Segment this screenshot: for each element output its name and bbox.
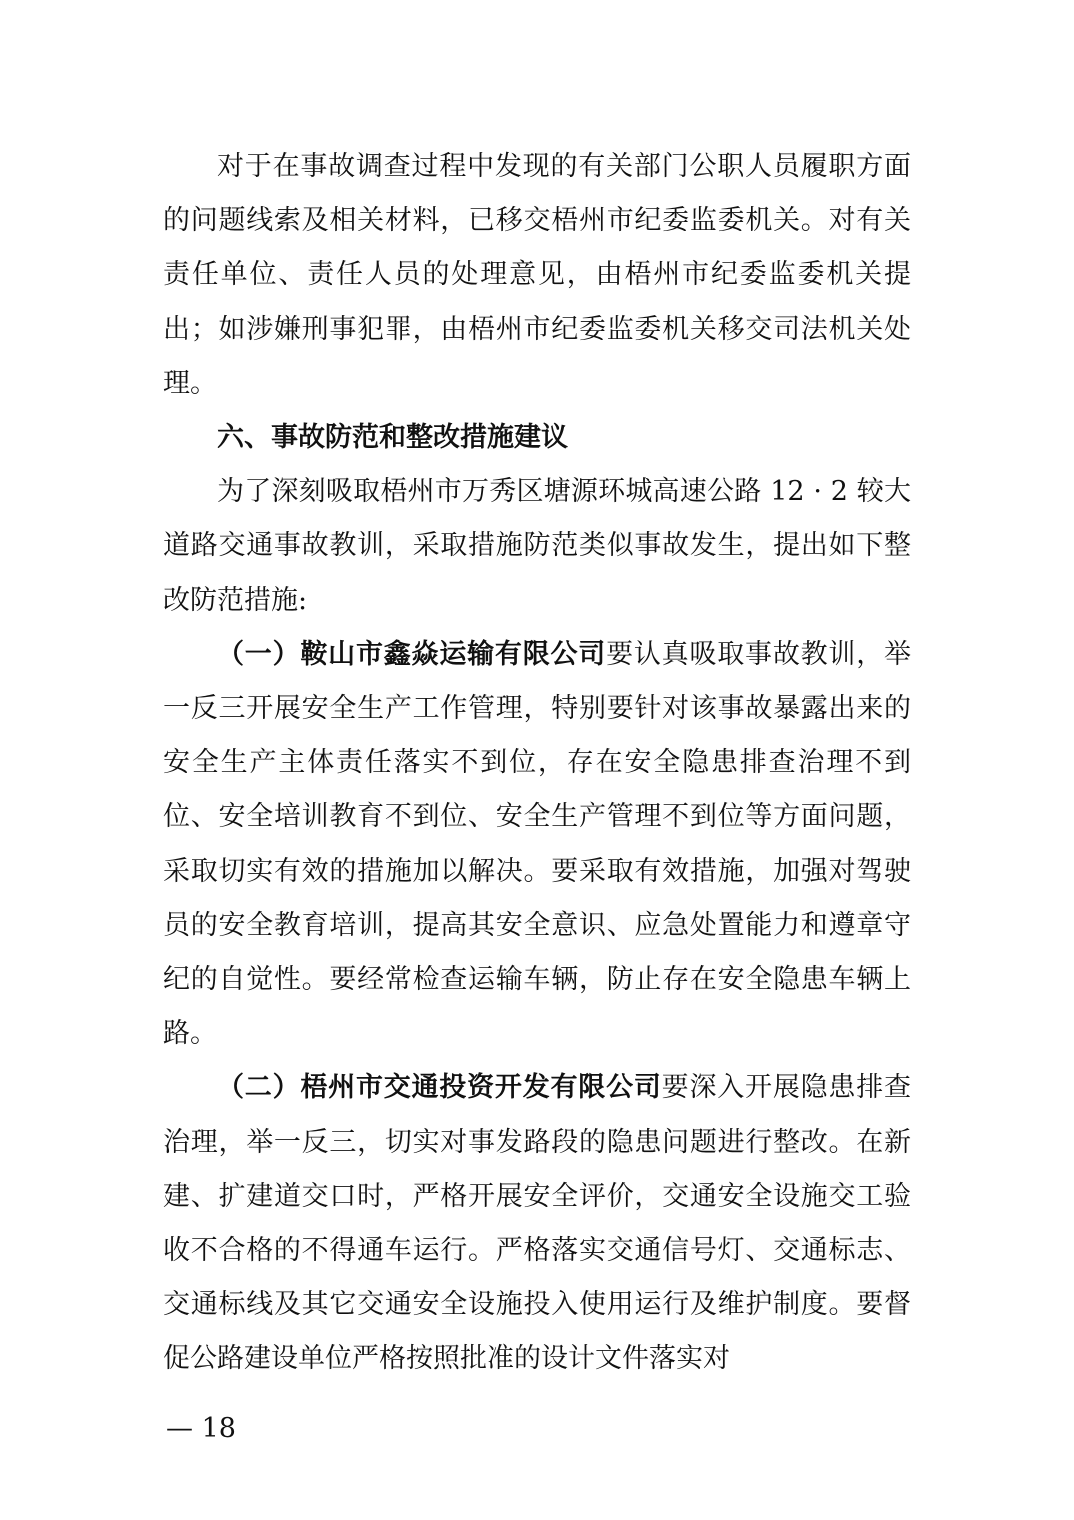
paragraph-measure-1 (163, 628, 911, 1062)
paragraph-investigation: 对于在事故调查过程中发现的有关部门公职人员履职方面的问题线索及相关材料，已移交梧州市纪委监委机关。对有关责任单位、责任人员的处理意见，由梧州市纪委监委机关提出；如涉嫌刑事犯罪，由梧州市纪委监委机关移交司法机关处理。 (163, 151, 911, 399)
paragraph-measure-2 (163, 1061, 911, 1386)
body-text (163, 140, 911, 1387)
measure-1-company: （一）鞍山市鑫焱运输有限公司 (217, 638, 607, 670)
measure-2-text: 要深入开展隐患排查治理，举一反三，切实对事发路段的隐患问题进行整改。在新建、扩建道交口时，严格开展安全评价，交通安全设施交工验收不合格的不得通车运行。严格落实交通信号灯、交通标志、交通标线及其它交通安全设施投入使用运行及维护制度。要督促公路建设单位严格按照批准的设计文件落实对 (163, 1072, 912, 1375)
page-number: — 18 (166, 1413, 236, 1444)
section-heading-prevention: 六、事故防范和整改措施建议 (217, 422, 568, 454)
measure-1-text: 要认真吸取事故教训，举一反三开展安全生产工作管理，特别要针对该事故暴露出来的安全生产主体责任落实不到位，存在安全隐患排查治理不到位、安全培训教育不到位、安全生产管理不到位等方面问题，采取切实有效的措施加以解决。要采取有效措施，加强对驾驶员的安全教育培训，提高其安全意识、应急处置能力和遵章守纪的自觉性。要经常检查运输车辆，防止存在安全隐患车辆上路。 (163, 638, 912, 1050)
paragraph-intro-measures: 为了深刻吸取梧州市万秀区塘源环城高速公路 12 · 2 较大道路交通事故教训，采取措施防范类似事故发生，提出如下整改防范措施: (163, 476, 911, 616)
measure-2-company: （二）梧州市交通投资开发有限公司 (217, 1072, 662, 1104)
